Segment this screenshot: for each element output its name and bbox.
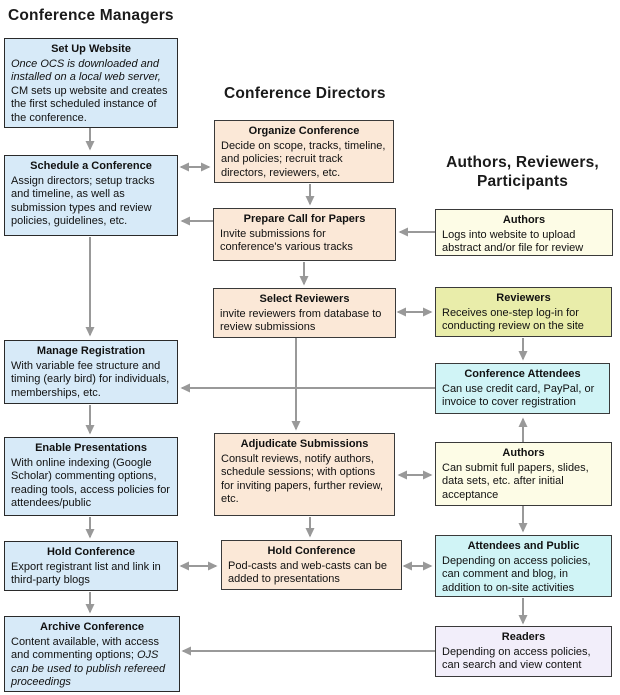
box-hold-conference-managers: Hold Conference Export registrant list and link in third-party blogs <box>4 541 178 591</box>
box-attendees-and-public: Attendees and Public Depending on access policies, can comment and blog, in addition to on-site activities <box>435 535 612 597</box>
box-authors-upload: Authors Logs into website to upload abstract and/or file for review <box>435 209 613 256</box>
box-readers: Readers Depending on access policies, can search and view content <box>435 626 612 677</box>
box-enable-presentations: Enable Presentations With online indexing (Google Scholar) commenting options, reading tools, access policies for attendees/public <box>4 437 178 516</box>
box-organize-conference: Organize Conference Decide on scope, tracks, timeline, and policies; recruit track directors, reviewers, etc. <box>214 120 394 183</box>
box-hold-conference-directors: Hold Conference Pod-casts and web-casts can be added to presentations <box>221 540 402 590</box>
box-prepare-call-for-papers: Prepare Call for Papers Invite submissions for conference's various tracks <box>213 208 396 261</box>
box-manage-registration: Manage Registration With variable fee structure and timing (early bird) for individuals, memberships, etc. <box>4 340 178 404</box>
box-set-up-website: Set Up Website Once OCS is downloaded and installed on a local web server, CM sets up website and creates the first scheduled instance of the conference. <box>4 38 178 128</box>
box-reviewers: Reviewers Receives one-step log-in for conducting review on the site <box>435 287 612 337</box>
heading-authors-reviewers-participants: Authors, Reviewers, Participants <box>446 154 599 190</box>
box-conference-attendees: Conference Attendees Can use credit card, PayPal, or invoice to cover registration <box>435 363 610 414</box>
box-adjudicate-submissions: Adjudicate Submissions Consult reviews, notify authors, schedule sessions; with options for inviting papers, further review, etc. <box>214 433 395 516</box>
box-authors-submit: Authors Can submit full papers, slides, data sets, etc. after initial acceptance <box>435 442 612 506</box>
heading-conference-managers: Conference Managers <box>8 7 174 24</box>
box-select-reviewers: Select Reviewers invite reviewers from database to review submissions <box>213 288 396 338</box>
heading-conference-directors: Conference Directors <box>224 85 386 102</box>
box-archive-conference: Archive Conference Content available, with access and commenting options; OJS can be used to publish refereed proceedings <box>4 616 180 692</box>
box-schedule-a-conference: Schedule a Conference Assign directors; setup tracks and timeline, as well as submission types and review policies, guidelines, etc. <box>4 155 178 236</box>
